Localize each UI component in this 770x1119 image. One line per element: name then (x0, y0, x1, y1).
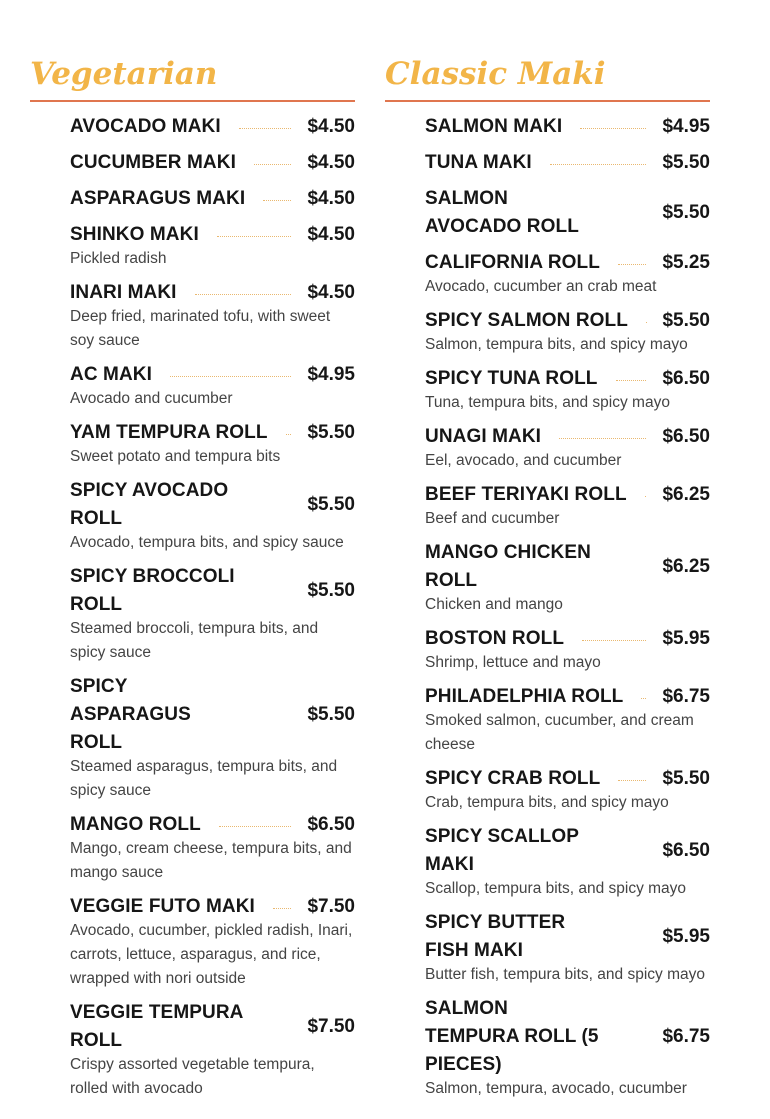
menu-item-row (425, 539, 710, 595)
menu-item-row (425, 249, 710, 277)
menu-item (425, 481, 710, 531)
dotted-leader (170, 376, 291, 377)
menu-item (70, 419, 355, 469)
menu-item (425, 995, 710, 1101)
menu-item-name: SPICY SCALLOP MAKI (425, 826, 579, 875)
menu-item-price: $5.50 (662, 202, 710, 223)
menu-item (70, 185, 355, 213)
dotted-leader (286, 434, 292, 435)
menu-item-row (425, 113, 710, 141)
dotted-leader (645, 496, 647, 497)
menu-item-name: SALMON AVOCADO ROLL (425, 188, 579, 237)
menu-item-name: PHILADELPHIA ROLL (425, 686, 624, 707)
menu-item-name: BEEF TERIYAKI ROLL (425, 484, 627, 505)
menu-item (70, 893, 355, 991)
menu-item-price: $6.75 (662, 686, 710, 707)
menu-item-row (70, 999, 355, 1055)
menu-item-name: CUCUMBER MAKI (70, 152, 236, 173)
menu-item-name: MANGO ROLL (70, 814, 201, 835)
menu-item-row (425, 683, 710, 711)
menu-item-description: Butter fish, tempura bits, and spicy mayo (425, 966, 705, 983)
dotted-leader (239, 128, 292, 129)
menu-item-row (425, 765, 710, 793)
menu-item-name: CALIFORNIA ROLL (425, 252, 600, 273)
menu-item-name: VEGGIE TEMPURA ROLL (70, 1002, 243, 1051)
menu-item (425, 823, 710, 901)
menu-item (70, 149, 355, 177)
dotted-leader (618, 780, 646, 781)
menu-item-price: $6.50 (662, 426, 710, 447)
dotted-leader (559, 438, 646, 439)
menu-item-price: $5.95 (662, 926, 710, 947)
menu-item-price: $4.95 (662, 116, 710, 137)
menu-item-price: $5.50 (307, 494, 355, 515)
menu-item-description: Chicken and mango (425, 596, 563, 613)
menu-item-name: SPICY SALMON ROLL (425, 310, 628, 331)
menu-item-row (425, 823, 710, 879)
menu-item-row (425, 307, 710, 335)
menu-item (70, 279, 355, 353)
classic-maki-heading: Classic Maki (385, 52, 710, 102)
menu-item-description: Crispy assorted vegetable tempura, rolled with avocado (70, 1056, 315, 1097)
menu-item-row (425, 481, 710, 509)
vegetarian-section (30, 52, 355, 1109)
menu-item-name: YAM TEMPURA ROLL (70, 422, 268, 443)
menu-item-row (425, 909, 710, 965)
menu-item-description: Salmon, tempura, avocado, cucumber (425, 1080, 687, 1097)
dotted-leader (582, 640, 646, 641)
menu-item-row (425, 185, 710, 241)
menu-item-name: SALMON MAKI (425, 116, 563, 137)
menu-item-name: INARI MAKI (70, 282, 177, 303)
menu-item-name: SALMON TEMPURA ROLL (5 PIECES) (425, 998, 599, 1075)
menu-item-price: $4.50 (307, 282, 355, 303)
menu-item (70, 563, 355, 665)
menu-item-row (425, 423, 710, 451)
menu-item-price: $4.50 (307, 116, 355, 137)
menu-item-price: $5.95 (662, 628, 710, 649)
menu-item (425, 539, 710, 617)
menu-item-name: AC MAKI (70, 364, 152, 385)
dotted-leader (254, 164, 291, 165)
menu-item-description: Avocado, cucumber an crab meat (425, 278, 657, 295)
menu-item-price: $6.50 (662, 840, 710, 861)
menu-item-name: SPICY TUNA ROLL (425, 368, 598, 389)
menu-item-row (70, 673, 355, 757)
menu-item (70, 477, 355, 555)
menu-item-name: SPICY BUTTER FISH MAKI (425, 912, 566, 961)
dotted-leader (195, 294, 292, 295)
menu-item (425, 113, 710, 141)
vegetarian-heading: Vegetarian (30, 52, 355, 102)
menu-item (70, 113, 355, 141)
menu-item-description: Smoked salmon, cucumber, and cream cheese (425, 712, 694, 753)
menu-item-price: $6.75 (662, 1026, 710, 1047)
menu-item-row (425, 149, 710, 177)
menu-item-description: Mango, cream cheese, tempura bits, and mango sauce (70, 840, 352, 881)
menu-item-name: BOSTON ROLL (425, 628, 565, 649)
dotted-leader (641, 698, 646, 699)
dotted-leader (273, 908, 292, 909)
menu-item-row (70, 893, 355, 921)
menu-item (425, 149, 710, 177)
classic-maki-item-list (385, 102, 710, 1101)
menu-item-description: Avocado, tempura bits, and spicy sauce (70, 534, 344, 551)
menu-item-price: $5.50 (662, 768, 710, 789)
menu-item-name: TUNA MAKI (425, 152, 532, 173)
menu-item-row (70, 221, 355, 249)
menu-item (70, 811, 355, 885)
menu-item-price: $6.50 (662, 368, 710, 389)
menu-item-description: Avocado, cucumber, pickled radish, Inari, carrots, lettuce, asparagus, and rice, wrapped with nori outside (70, 922, 353, 987)
menu-item (425, 909, 710, 987)
menu-item (425, 365, 710, 415)
menu-item (70, 221, 355, 271)
menu-item (425, 185, 710, 241)
dotted-leader (580, 128, 646, 129)
menu-item-row (425, 625, 710, 653)
dotted-leader (616, 380, 647, 381)
menu-item-price: $6.25 (662, 484, 710, 505)
menu-item-price: $5.50 (307, 704, 355, 725)
menu-item-row (70, 185, 355, 213)
menu-item-description: Steamed asparagus, tempura bits, and spicy sauce (70, 758, 338, 799)
menu-item-row (70, 113, 355, 141)
menu-item-name: SPICY ASPARAGUS ROLL (70, 676, 191, 753)
dotted-leader (219, 826, 292, 827)
menu-item-description: Deep fried, marinated tofu, with sweet soy sauce (70, 308, 331, 349)
menu-item-price: $6.50 (307, 814, 355, 835)
dotted-leader (217, 236, 292, 237)
menu-item-name: SPICY CRAB ROLL (425, 768, 601, 789)
menu-item-name: VEGGIE FUTO MAKI (70, 896, 255, 917)
menu-item-name: ASPARAGUS MAKI (70, 188, 246, 209)
menu-item-price: $4.50 (307, 224, 355, 245)
menu-item (70, 361, 355, 411)
menu-item (425, 683, 710, 757)
menu-item-row (70, 361, 355, 389)
menu-item-description: Shrimp, lettuce and mayo (425, 654, 601, 671)
menu-item-row (425, 365, 710, 393)
menu-item-description: Eel, avocado, and cucumber (425, 452, 622, 469)
menu-item-price: $5.50 (662, 310, 710, 331)
menu-item-row (70, 419, 355, 447)
menu-item (70, 673, 355, 803)
menu-item (425, 765, 710, 815)
menu-item-row (70, 563, 355, 619)
menu-item-name: MANGO CHICKEN ROLL (425, 542, 591, 591)
menu-item (70, 999, 355, 1101)
menu-item-row (70, 477, 355, 533)
menu-item-description: Sweet potato and tempura bits (70, 448, 281, 465)
menu-item-name: SHINKO MAKI (70, 224, 199, 245)
menu-item-description: Salmon, tempura bits, and spicy mayo (425, 336, 688, 353)
dotted-leader (550, 164, 647, 165)
menu-item-description: Tuna, tempura bits, and spicy mayo (425, 394, 670, 411)
menu-item-name: SPICY AVOCADO ROLL (70, 480, 229, 529)
menu-item (425, 307, 710, 357)
menu-item-price: $7.50 (307, 1016, 355, 1037)
menu-item-name: SPICY BROCCOLI ROLL (70, 566, 235, 615)
menu-item (425, 423, 710, 473)
menu-item-row (70, 279, 355, 307)
menu-item-description: Crab, tempura bits, and spicy mayo (425, 794, 669, 811)
menu-item (425, 249, 710, 299)
menu-item-price: $4.50 (307, 188, 355, 209)
menu-item (425, 625, 710, 675)
menu-item-row (425, 995, 710, 1079)
dotted-leader (263, 200, 291, 201)
menu-item-price: $5.25 (662, 252, 710, 273)
menu-item-row (70, 149, 355, 177)
classic-maki-section (385, 52, 710, 1109)
dotted-leader (618, 264, 647, 265)
menu-item-description: Scallop, tempura bits, and spicy mayo (425, 880, 687, 897)
menu-item-price: $5.50 (662, 152, 710, 173)
menu-item-description: Steamed broccoli, tempura bits, and spicy sauce (70, 620, 319, 661)
menu-item-price: $4.95 (307, 364, 355, 385)
menu-item-description: Avocado and cucumber (70, 390, 233, 407)
menu-item-price: $4.50 (307, 152, 355, 173)
vegetarian-item-list (30, 102, 355, 1101)
menu-item-price: $7.50 (307, 896, 355, 917)
menu-item-description: Pickled radish (70, 250, 167, 267)
menu-item-name: AVOCADO MAKI (70, 116, 221, 137)
menu-item-name: UNAGI MAKI (425, 426, 542, 447)
menu-item-description: Beef and cucumber (425, 510, 560, 527)
menu-item-price: $5.50 (307, 422, 355, 443)
menu-item-price: $6.25 (662, 556, 710, 577)
menu-item-price: $5.50 (307, 580, 355, 601)
menu-item-row (70, 811, 355, 839)
